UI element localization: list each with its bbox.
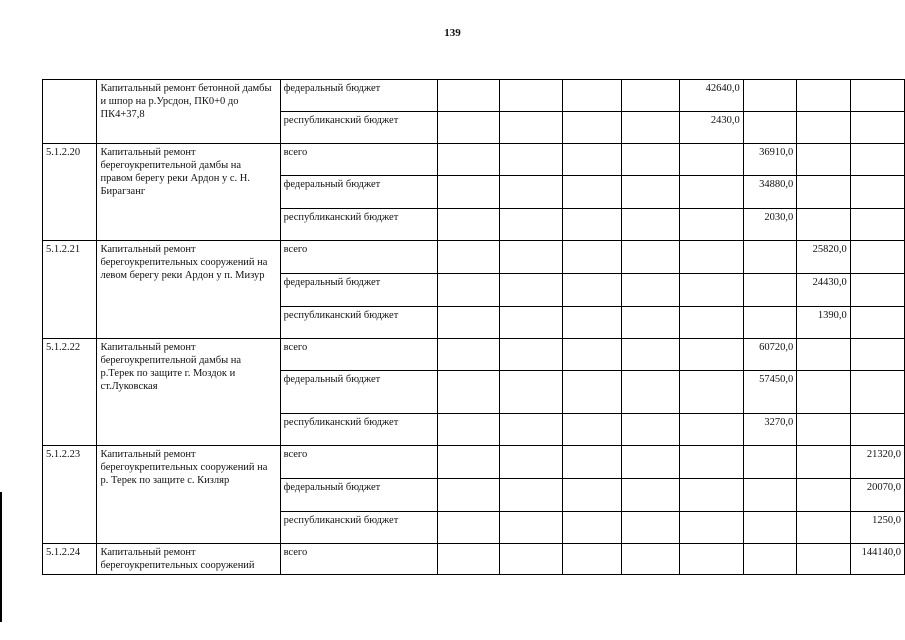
amount-cell [797, 339, 851, 371]
amount-cell: 2430,0 [680, 112, 743, 144]
amount-cell: 60720,0 [743, 339, 797, 371]
amount-cell [438, 80, 500, 112]
amount-cell [500, 414, 562, 446]
amount-cell [680, 414, 743, 446]
amount-cell: 25820,0 [797, 241, 851, 274]
amount-cell: 20070,0 [850, 479, 904, 512]
funding-source: республиканский бюджет [280, 414, 438, 446]
amount-cell [562, 209, 621, 241]
amount-cell [621, 307, 680, 339]
amount-cell [562, 339, 621, 371]
item-code: 5.1.2.24 [43, 544, 97, 575]
amount-cell [438, 544, 500, 575]
amount-cell [562, 80, 621, 112]
amount-cell [500, 144, 562, 176]
amount-cell [680, 339, 743, 371]
amount-cell [621, 209, 680, 241]
item-code: 5.1.2.23 [43, 446, 97, 544]
amount-cell [850, 209, 904, 241]
amount-cell [621, 80, 680, 112]
amount-cell [500, 241, 562, 274]
amount-cell [680, 371, 743, 414]
amount-cell [621, 371, 680, 414]
amount-cell [680, 176, 743, 209]
amount-cell [438, 274, 500, 307]
amount-cell [500, 371, 562, 414]
item-name: Капитальный ремонт берегоукрепительной дамбы на правом берегу реки Ардон у с. Н. Бирагзанг [96, 144, 280, 241]
scan-edge-bar [0, 492, 2, 622]
amount-cell [850, 274, 904, 307]
amount-cell [680, 446, 743, 479]
funding-source: всего [280, 241, 438, 274]
amount-cell [438, 176, 500, 209]
amount-cell [438, 144, 500, 176]
amount-cell [850, 241, 904, 274]
item-name: Капитальный ремонт берегоукрепительных сооружений на р. Терек по защите с. Кизляр [96, 446, 280, 544]
amount-cell: 42640,0 [680, 80, 743, 112]
amount-cell [850, 307, 904, 339]
amount-cell [562, 274, 621, 307]
amount-cell [438, 414, 500, 446]
item-code: 5.1.2.21 [43, 241, 97, 339]
budget-table [42, 79, 905, 575]
amount-cell [562, 176, 621, 209]
amount-cell [562, 446, 621, 479]
amount-cell [680, 544, 743, 575]
amount-cell [680, 241, 743, 274]
amount-cell [621, 176, 680, 209]
amount-cell [500, 112, 562, 144]
funding-source: всего [280, 544, 438, 575]
amount-cell [438, 209, 500, 241]
amount-cell: 1250,0 [850, 512, 904, 544]
amount-cell: 34880,0 [743, 176, 797, 209]
amount-cell [797, 112, 851, 144]
amount-cell [743, 112, 797, 144]
table-row [43, 144, 905, 176]
table-row [43, 80, 905, 112]
amount-cell [438, 112, 500, 144]
amount-cell [743, 446, 797, 479]
amount-cell [500, 446, 562, 479]
amount-cell: 57450,0 [743, 371, 797, 414]
amount-cell [680, 479, 743, 512]
funding-source: федеральный бюджет [280, 176, 438, 209]
amount-cell [797, 371, 851, 414]
amount-cell [562, 414, 621, 446]
amount-cell [438, 446, 500, 479]
funding-source: федеральный бюджет [280, 274, 438, 307]
item-code: 5.1.2.20 [43, 144, 97, 241]
amount-cell [743, 241, 797, 274]
amount-cell [500, 209, 562, 241]
amount-cell: 36910,0 [743, 144, 797, 176]
amount-cell [500, 339, 562, 371]
amount-cell [743, 544, 797, 575]
amount-cell [438, 512, 500, 544]
amount-cell [621, 339, 680, 371]
amount-cell [850, 80, 904, 112]
amount-cell [438, 241, 500, 274]
amount-cell: 21320,0 [850, 446, 904, 479]
amount-cell: 144140,0 [850, 544, 904, 575]
amount-cell [500, 512, 562, 544]
amount-cell [500, 274, 562, 307]
amount-cell [562, 241, 621, 274]
table-row [43, 544, 905, 575]
amount-cell [797, 209, 851, 241]
amount-cell [797, 80, 851, 112]
amount-cell [680, 274, 743, 307]
item-name: Капитальный ремонт берегоукрепительных сооружений на левом берегу реки Ардон у п. Мизур [96, 241, 280, 339]
amount-cell [743, 80, 797, 112]
amount-cell [743, 307, 797, 339]
amount-cell [743, 479, 797, 512]
item-name: Капитальный ремонт берегоукрепительной дамбы на р.Терек по защите г. Моздок и ст.Луковская [96, 339, 280, 446]
amount-cell [500, 176, 562, 209]
funding-source: республиканский бюджет [280, 112, 438, 144]
amount-cell [850, 112, 904, 144]
amount-cell [438, 339, 500, 371]
amount-cell [562, 307, 621, 339]
amount-cell [797, 512, 851, 544]
amount-cell [562, 544, 621, 575]
amount-cell [797, 544, 851, 575]
amount-cell [500, 80, 562, 112]
amount-cell [850, 144, 904, 176]
amount-cell [680, 512, 743, 544]
funding-source: федеральный бюджет [280, 371, 438, 414]
amount-cell [797, 446, 851, 479]
amount-cell [621, 479, 680, 512]
amount-cell [680, 144, 743, 176]
amount-cell [797, 414, 851, 446]
amount-cell [562, 144, 621, 176]
table-row [43, 339, 905, 371]
amount-cell [621, 274, 680, 307]
amount-cell [562, 479, 621, 512]
amount-cell [680, 209, 743, 241]
amount-cell [850, 371, 904, 414]
amount-cell [797, 176, 851, 209]
amount-cell [621, 446, 680, 479]
amount-cell [562, 371, 621, 414]
funding-source: всего [280, 144, 438, 176]
funding-source: республиканский бюджет [280, 512, 438, 544]
funding-source: всего [280, 446, 438, 479]
amount-cell [621, 544, 680, 575]
amount-cell [850, 176, 904, 209]
amount-cell: 24430,0 [797, 274, 851, 307]
amount-cell [797, 479, 851, 512]
amount-cell [438, 307, 500, 339]
funding-source: федеральный бюджет [280, 80, 438, 112]
amount-cell [562, 112, 621, 144]
item-code: 5.1.2.22 [43, 339, 97, 446]
amount-cell [621, 144, 680, 176]
amount-cell [680, 307, 743, 339]
amount-cell [797, 144, 851, 176]
amount-cell [621, 414, 680, 446]
amount-cell: 2030,0 [743, 209, 797, 241]
amount-cell [500, 544, 562, 575]
amount-cell [743, 512, 797, 544]
item-code [43, 80, 97, 144]
amount-cell [850, 414, 904, 446]
amount-cell [850, 339, 904, 371]
amount-cell [500, 479, 562, 512]
item-name: Капитальный ремонт берегоукрепительных сооружений [96, 544, 280, 575]
funding-source: республиканский бюджет [280, 209, 438, 241]
table-row [43, 446, 905, 479]
amount-cell: 1390,0 [797, 307, 851, 339]
amount-cell: 3270,0 [743, 414, 797, 446]
item-name: Капитальный ремонт бетонной дамбы и шпор на р.Урсдон, ПК0+0 до ПК4+37,8 [96, 80, 280, 144]
funding-source: республиканский бюджет [280, 307, 438, 339]
amount-cell [621, 241, 680, 274]
amount-cell [500, 307, 562, 339]
table-row [43, 241, 905, 274]
amount-cell [438, 479, 500, 512]
amount-cell [743, 274, 797, 307]
funding-source: федеральный бюджет [280, 479, 438, 512]
funding-source: всего [280, 339, 438, 371]
amount-cell [621, 112, 680, 144]
amount-cell [562, 512, 621, 544]
amount-cell [438, 371, 500, 414]
page-number: 139 [444, 27, 461, 39]
amount-cell [621, 512, 680, 544]
